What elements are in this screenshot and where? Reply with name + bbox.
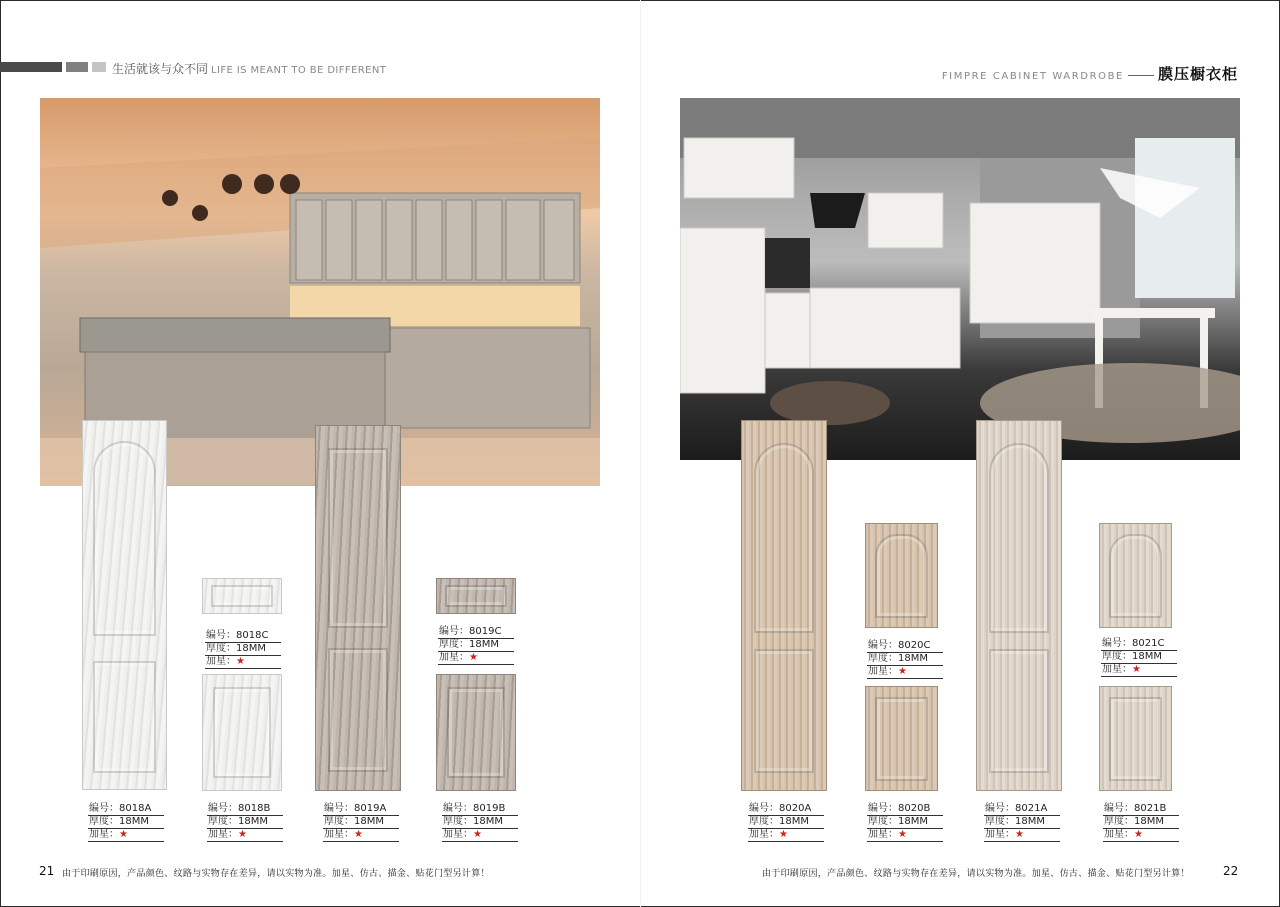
door-8019c xyxy=(436,578,516,614)
spec-8019b: 编号：8019B 厚度：18MM 加星：★ xyxy=(442,803,518,842)
door-8020a xyxy=(741,420,827,791)
star-icon: ★ xyxy=(1134,829,1143,840)
door-panel xyxy=(213,687,271,778)
door-8018a xyxy=(82,420,167,790)
header-brand xyxy=(942,63,1238,84)
star-icon: ★ xyxy=(1015,829,1024,840)
door-panel xyxy=(875,534,928,618)
star-icon: ★ xyxy=(469,652,478,663)
star-icon: ★ xyxy=(354,829,363,840)
door-panel xyxy=(447,687,505,778)
spec-8020c: 编号：8020C 厚度：18MM 加星：★ xyxy=(867,640,943,679)
code-8021c: 8021C xyxy=(1132,638,1165,649)
star-icon: ★ xyxy=(473,829,482,840)
slogan-cn: 生活就该与众不同 xyxy=(112,62,209,76)
page-number-left: 21 xyxy=(39,864,55,878)
kitchen-photo-right xyxy=(680,98,1240,460)
star-icon: ★ xyxy=(779,829,788,840)
code-8019b: 8019B xyxy=(473,803,506,814)
page-number-right: 22 xyxy=(1223,864,1239,878)
door-panel-upper xyxy=(328,448,388,628)
disclaimer-right: 由于印刷原因，产品颜色、纹路与实物存在差异，请以实物为准。加星、仿古、描金、贴花门型另计算！ xyxy=(762,869,1190,879)
code-8018b: 8018B xyxy=(238,803,271,814)
star-icon: ★ xyxy=(1132,664,1141,675)
spec-8019a: 编号：8019A 厚度：18MM 加星：★ xyxy=(323,803,399,842)
star-icon: ★ xyxy=(119,829,128,840)
slogan-en: LIFE IS MEANT TO BE DIFFERENT xyxy=(211,65,387,76)
disclaimer-left: 由于印刷原因，产品颜色、纹路与实物存在差异，请以实物为准。加星、仿古、描金、贴花门型另计算！ xyxy=(62,869,490,879)
door-8018c xyxy=(202,578,282,614)
page-spine xyxy=(640,0,641,907)
door-panel-lower xyxy=(989,649,1049,773)
spec-8018a: 编号：8018A 厚度：18MM 加星：★ xyxy=(88,803,164,842)
spec-8021c: 编号：8021C 厚度：18MM 加星：★ xyxy=(1101,638,1177,677)
door-8021a xyxy=(976,420,1062,791)
header-bar-mid xyxy=(66,62,88,72)
code-8021b: 8021B xyxy=(1134,803,1167,814)
door-8020c xyxy=(865,523,938,628)
spec-8018c: 编号：8018C 厚度：18MM 加星：★ xyxy=(205,630,281,669)
header-bar-light xyxy=(92,62,106,72)
door-panel-lower xyxy=(93,661,156,773)
door-panel-upper xyxy=(93,441,156,636)
code-8020b: 8020B xyxy=(898,803,931,814)
code-8019c: 8019C xyxy=(469,626,502,637)
header-slogan xyxy=(112,60,386,77)
code-8020a: 8020A xyxy=(779,803,812,814)
door-8021b xyxy=(1099,686,1172,791)
star-icon: ★ xyxy=(236,656,245,667)
door-8019a xyxy=(315,425,401,791)
door-panel xyxy=(445,585,507,607)
spec-8021a: 编号：8021A 厚度：18MM 加星：★ xyxy=(984,803,1060,842)
door-panel-upper xyxy=(989,443,1049,633)
spec-8018b: 编号：8018B 厚度：18MM 加星：★ xyxy=(207,803,283,842)
door-8020b xyxy=(865,686,938,791)
door-panel xyxy=(875,697,928,781)
code-8021a: 8021A xyxy=(1015,803,1048,814)
kitchen-illustration-right xyxy=(680,98,1240,460)
door-8018b xyxy=(202,674,282,791)
door-8021c xyxy=(1099,523,1172,628)
door-panel-lower xyxy=(754,649,814,773)
spec-8019c: 编号：8019C 厚度：18MM 加星：★ xyxy=(438,626,514,665)
door-panel xyxy=(1109,697,1162,781)
brand-divider xyxy=(1128,75,1154,76)
star-icon: ★ xyxy=(238,829,247,840)
brand-title: 膜压橱衣柜 xyxy=(1157,65,1238,83)
door-panel-upper xyxy=(754,443,814,633)
door-panel xyxy=(211,585,273,607)
code-8019a: 8019A xyxy=(354,803,387,814)
door-panel-lower xyxy=(328,648,388,772)
code-8018c: 8018C xyxy=(236,630,269,641)
spec-8020a: 编号：8020A 厚度：18MM 加星：★ xyxy=(748,803,824,842)
header-bar-dark xyxy=(0,62,62,72)
star-icon: ★ xyxy=(898,829,907,840)
door-8019b xyxy=(436,674,516,791)
code-8020c: 8020C xyxy=(898,640,931,651)
star-icon: ★ xyxy=(898,666,907,677)
spec-8020b: 编号：8020B 厚度：18MM 加星：★ xyxy=(867,803,943,842)
code-8018a: 8018A xyxy=(119,803,152,814)
door-panel xyxy=(1109,534,1162,618)
brand-en: FIMPRE CABINET WARDROBE xyxy=(941,71,1124,82)
spec-8021b: 编号：8021B 厚度：18MM 加星：★ xyxy=(1103,803,1179,842)
